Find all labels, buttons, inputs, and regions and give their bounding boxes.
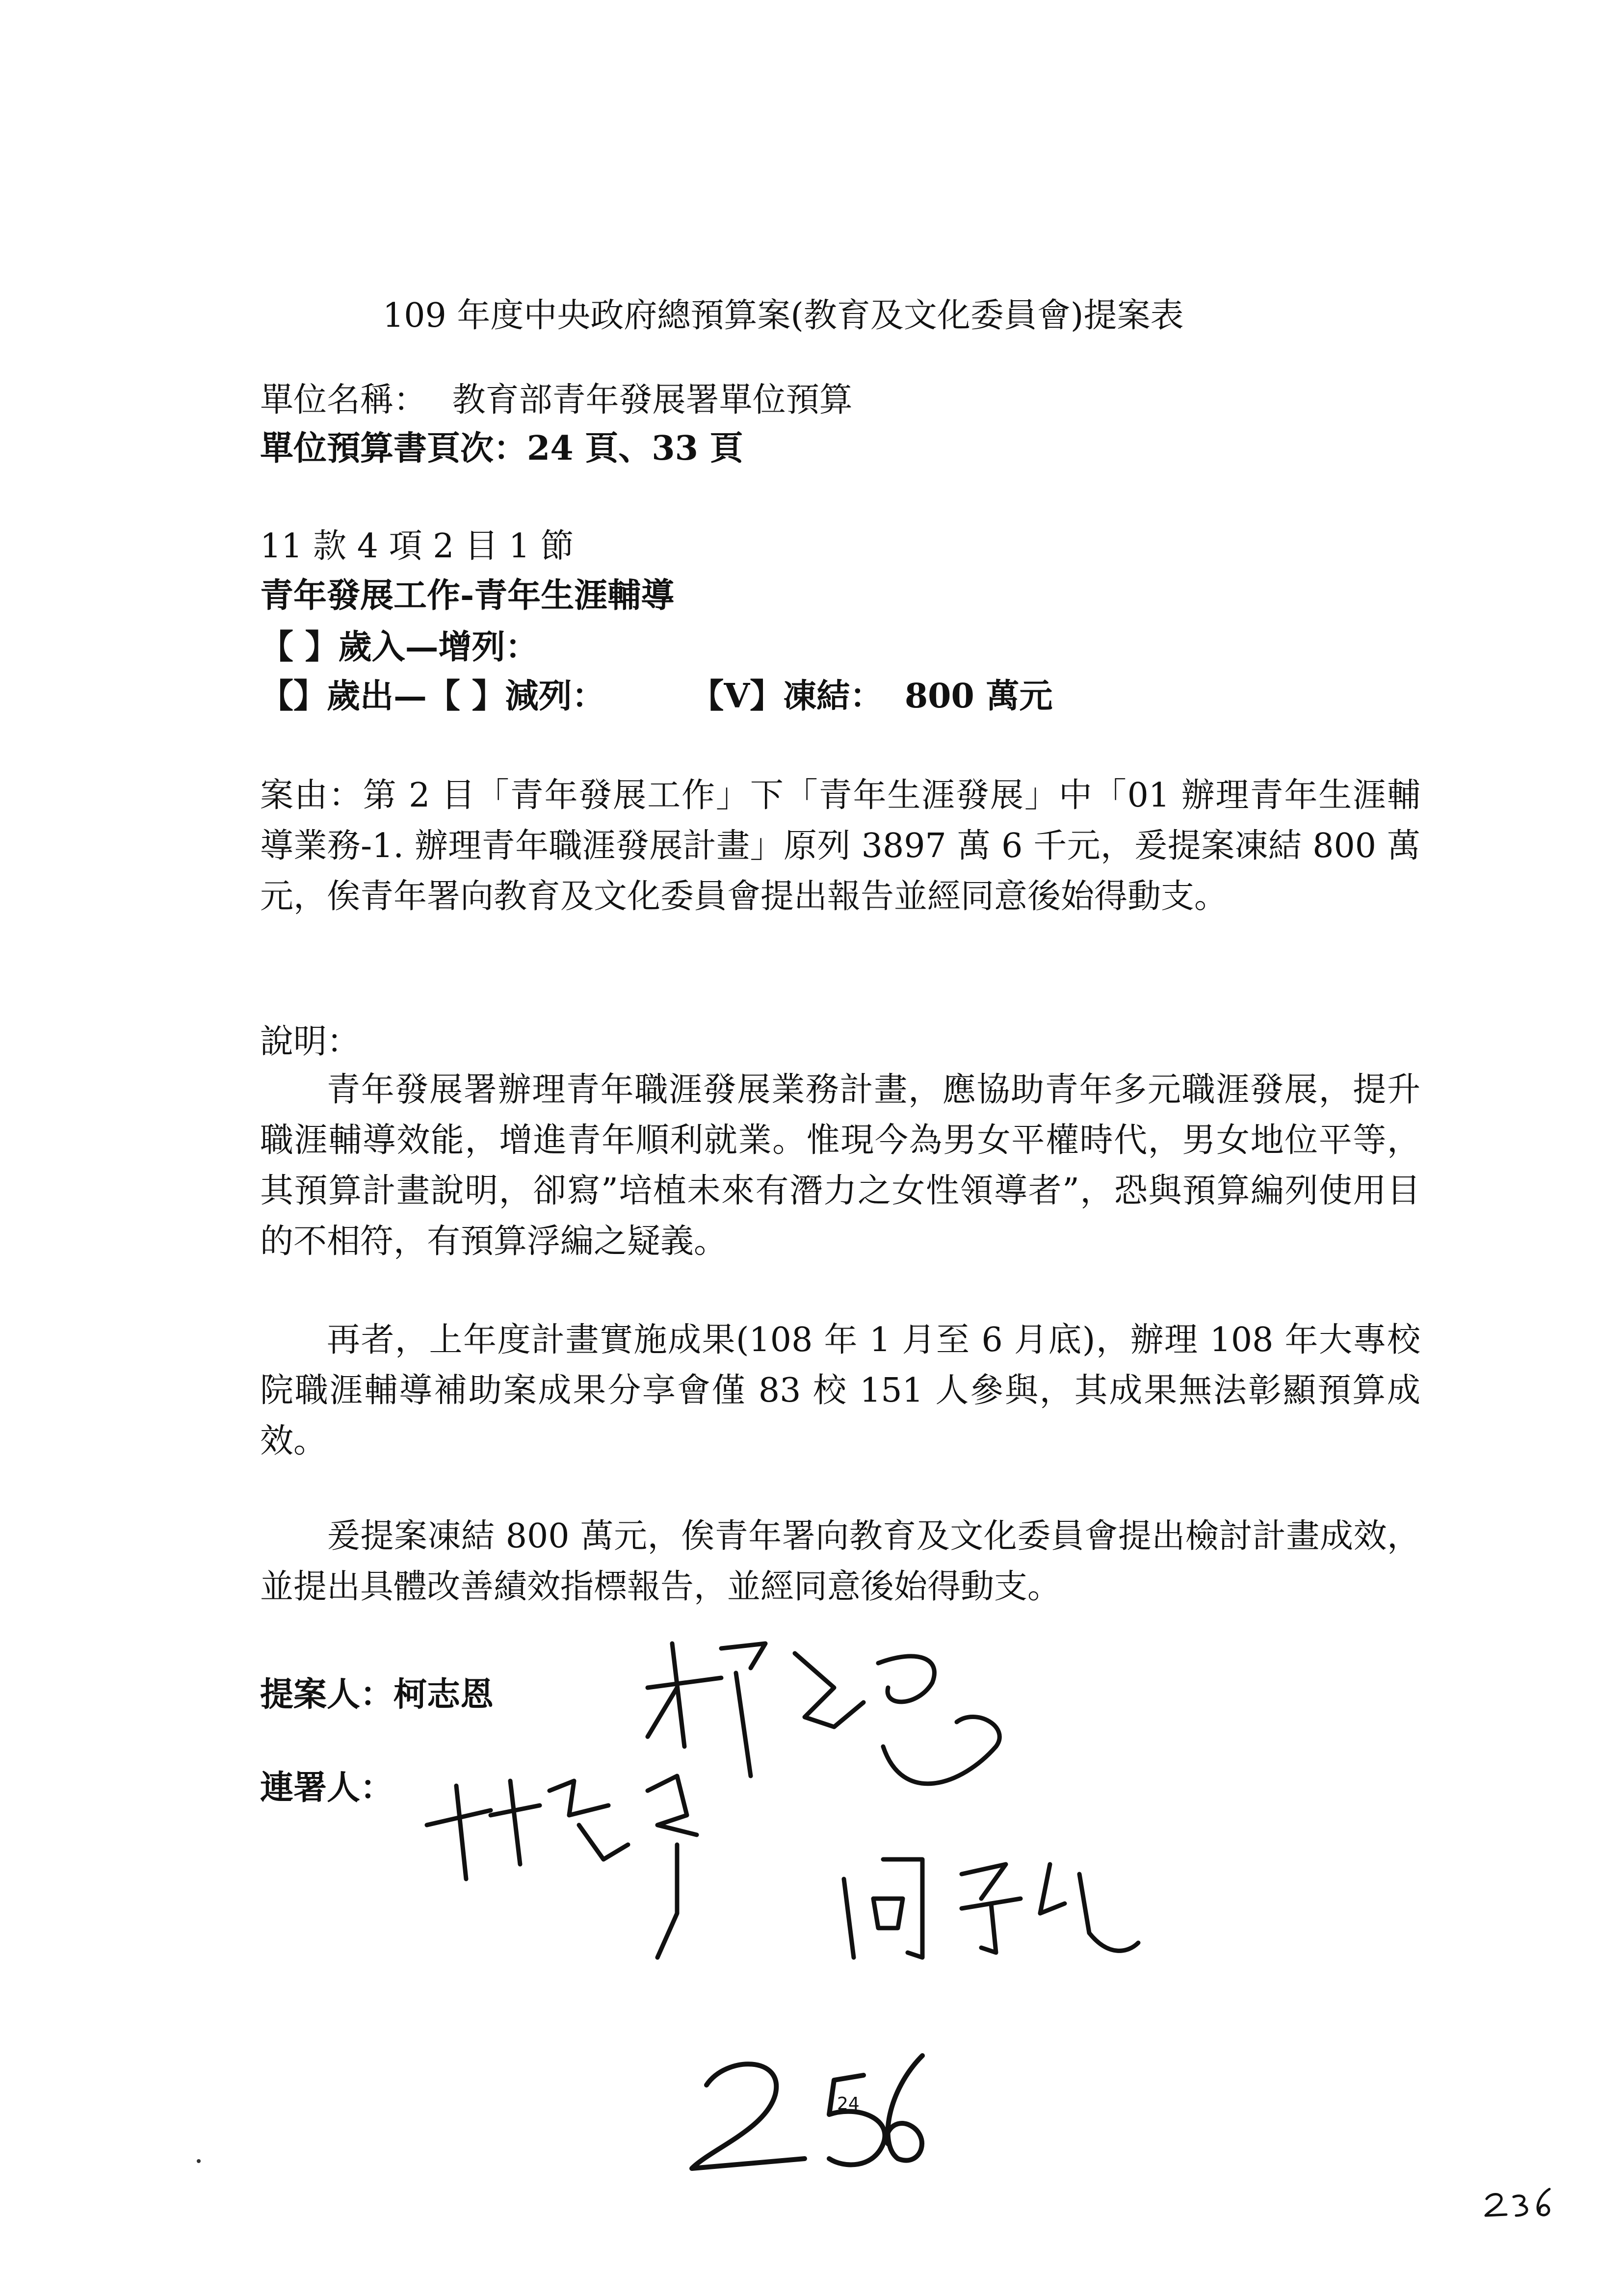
unit-name-value: 教育部青年發展署單位預算 [452,381,853,419]
unit-name-label: 單位名稱： [260,381,427,419]
revenue-line: 【 】歲入—增列： [260,627,539,667]
scan-dot [197,2159,201,2163]
case-reason: 案由：第 2 目「青年發展工作」下「青年生涯發展」中「01 辦理青年生涯輔導業務-1. 辦理青年職涯發展計畫」原列 3897 萬 6 千元，爰提案凍結 800 萬元，俟青年署向教育及文化委員會提出報告並經同意後始得動支。 [260,776,1420,916]
explanation-label: 說明： [260,1022,361,1061]
handwritten-256 [692,2056,922,2168]
corner-mark-236 [1486,2189,1549,2216]
explanation-paragraph-1: 青年發展署辦理青年職涯發展業務計畫，應協助青年多元職涯發展，提升職涯輔導效能，增進青年順利就業。惟現今為男女平權時代，男女地位平等，其預算計畫說明，卻寫”培植未來有潛力之女性領導者”，恐與預算編列使用目的不相符，有預算浮編之疑義。 [260,1070,1420,1261]
freeze-label: 【V】凍結： [690,677,884,716]
cosigner-signature-2 [844,1859,1138,1957]
proposer-signature [648,1644,999,1784]
page-number: 24 [837,2094,860,2114]
budget-page-reference: 單位預算書頁次：24 頁、33 頁 [260,429,743,468]
cosigner-signature-1 [427,1776,697,1957]
cosigner-label: 連署人： [260,1768,394,1807]
freeze-amount: 800 萬元 [904,677,1053,716]
budget-section: 11 款 4 項 2 目 1 節 [260,527,574,566]
proposer-line: 提案人：柯志恩 [260,1675,494,1714]
program-name: 青年發展工作-青年生涯輔導 [260,576,675,615]
explanation-paragraph-2: 再者，上年度計畫實施成果(108 年 1 月至 6 月底)，辦理 108 年大專校院職涯輔導補助案成果分享會僅 83 校 151 人參與，其成果無法彰顯預算成效。 [260,1321,1420,1461]
document-title: 109 年度中央政府總預算案(教育及文化委員會)提案表 [383,296,1184,335]
explanation-paragraph-3: 爰提案凍結 800 萬元，俟青年署向教育及文化委員會提出檢討計畫成效，並提出具體改善績效指標報告，並經同意後始得動支。 [260,1517,1420,1606]
expense-reduce-label: 【】歲出—【 】減列： [260,677,605,716]
